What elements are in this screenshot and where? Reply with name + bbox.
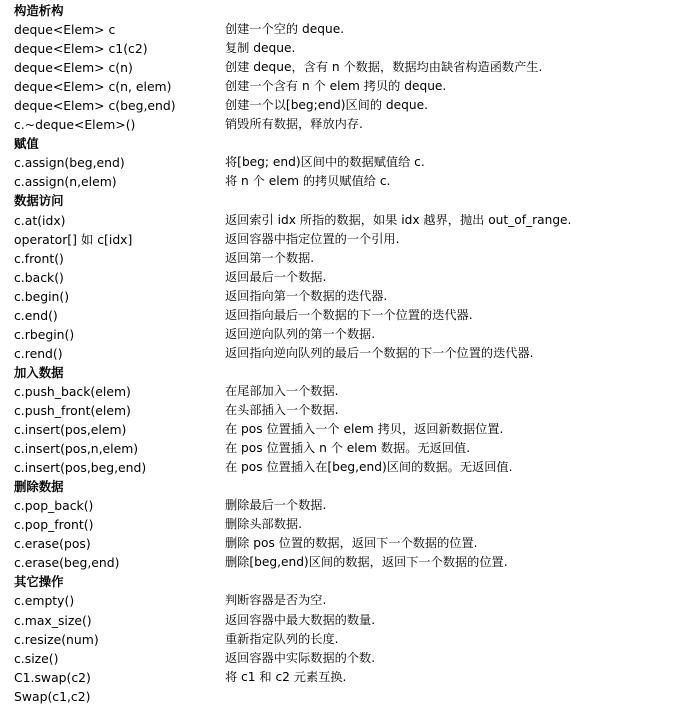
api-signature: c.rbegin(): [14, 326, 75, 342]
api-row: [0, 553, 695, 572]
api-row: [0, 382, 695, 401]
api-row: [0, 458, 695, 477]
section-heading: 构造析构: [14, 3, 64, 18]
api-description: 创建 deque，含有 n 个数据，数据均由缺省构造函数产生.: [225, 60, 543, 75]
api-description: 返回指向最后一个数据的下一个位置的迭代器.: [225, 307, 473, 322]
api-row: [0, 249, 695, 268]
api-signature: c.front(): [14, 250, 64, 266]
api-description: 返回最后一个数据.: [225, 269, 327, 284]
api-row: [0, 153, 695, 172]
api-description: 重新指定队列的长度.: [225, 631, 339, 646]
api-signature: c.insert(pos,n,elem): [14, 441, 139, 457]
section-heading: 其它操作: [14, 574, 64, 590]
api-row: [0, 630, 695, 649]
api-description: 将 c1 和 c2 元素互换.: [225, 669, 347, 684]
api-description: 创建一个含有 n 个 elem 拷贝的 deque.: [225, 79, 447, 94]
api-description: 删除头部数据.: [225, 517, 302, 532]
api-signature: deque<Elem> c1(c2): [14, 41, 148, 57]
api-row: [0, 420, 695, 439]
api-description: 将[beg; end)区间中的数据赋值给 c.: [225, 155, 425, 170]
api-row: [0, 611, 695, 630]
api-signature: c.erase(pos): [14, 536, 91, 552]
api-row: [0, 401, 695, 420]
api-description: 返回指向第一个数据的迭代器.: [225, 288, 388, 303]
api-signature: deque<Elem> c(beg,end): [14, 98, 176, 114]
api-row: [0, 439, 695, 458]
section-heading: 删除数据: [14, 479, 64, 495]
api-row: [0, 534, 695, 553]
api-signature: c.pop_front(): [14, 517, 94, 533]
api-description: 在头部插入一个数据.: [225, 402, 339, 417]
section-heading: 数据访问: [14, 193, 64, 209]
api-row: [0, 58, 695, 77]
api-signature: c.push_back(elem): [14, 383, 131, 399]
api-row: [0, 306, 695, 325]
api-row: [0, 591, 695, 610]
api-description: 判断容器是否为空.: [225, 593, 327, 608]
api-signature: c.~deque<Elem>(): [14, 117, 136, 133]
api-row: [0, 687, 695, 706]
api-signature: c.assign(beg,end): [14, 155, 125, 171]
api-description: 返回容器中最大数据的数量.: [225, 612, 376, 627]
api-description: 在 pos 位置插入一个 elem 拷贝，返回新数据位置.: [225, 422, 504, 437]
api-description: 在 pos 位置插入 n 个 elem 数据。无返回值.: [225, 441, 471, 456]
api-row: [0, 496, 695, 515]
api-description: 返回容器中实际数据的个数.: [225, 650, 376, 665]
api-description: 删除最后一个数据.: [225, 498, 327, 513]
api-signature: c.at(idx): [14, 212, 66, 228]
api-row: [0, 344, 695, 363]
api-signature: deque<Elem> c: [14, 22, 116, 38]
api-description: 返回指向逆向队列的最后一个数据的下一个位置的迭代器.: [225, 345, 534, 360]
api-signature: C1.swap(c2): [14, 669, 91, 685]
api-row: [0, 649, 695, 668]
api-description: 删除 pos 位置的数据，返回下一个数据的位置.: [225, 536, 478, 551]
api-row: [0, 115, 695, 134]
api-signature: c.insert(pos,elem): [14, 422, 127, 438]
api-description: 将 n 个 elem 的拷贝赋值给 c.: [225, 174, 391, 189]
api-signature: c.pop_back(): [14, 498, 94, 514]
api-description: 创建一个以[beg;end)区间的 deque.: [225, 98, 428, 113]
section-heading: 赋值: [14, 136, 39, 152]
api-signature: c.size(): [14, 650, 59, 666]
api-row: [0, 325, 695, 344]
api-signature: deque<Elem> c(n, elem): [14, 79, 172, 95]
api-signature: c.max_size(): [14, 612, 92, 628]
api-signature: Swap(c1,c2): [14, 688, 91, 704]
api-signature: c.begin(): [14, 288, 70, 304]
api-signature: c.empty(): [14, 593, 75, 609]
api-description: 返回容器中指定位置的一个引用.: [225, 231, 400, 246]
api-description: 在 pos 位置插入在[beg,end)区间的数据。无返回值.: [225, 460, 513, 475]
api-signature: c.end(): [14, 307, 58, 323]
api-description: 返回逆向队列的第一个数据.: [225, 326, 376, 341]
api-signature: c.assign(n,elem): [14, 174, 117, 190]
api-row: [0, 287, 695, 306]
api-signature: c.push_front(elem): [14, 402, 131, 418]
api-signature: c.resize(num): [14, 631, 99, 647]
api-signature: c.erase(beg,end): [14, 555, 120, 571]
api-row: [0, 77, 695, 96]
api-signature: c.insert(pos,beg,end): [14, 460, 147, 476]
api-description: 创建一个空的 deque.: [225, 22, 345, 37]
api-description: 返回第一个数据.: [225, 250, 315, 265]
api-signature: deque<Elem> c(n): [14, 60, 133, 76]
api-row: [0, 230, 695, 249]
api-row: [0, 515, 695, 534]
api-row: [0, 96, 695, 115]
api-signature: operator[] 如 c[idx]: [14, 231, 133, 247]
api-row: [0, 668, 695, 687]
api-row: [0, 172, 695, 191]
section-heading: 加入数据: [14, 364, 64, 380]
api-row: [0, 268, 695, 287]
api-description: 复制 deque.: [225, 41, 296, 56]
api-description: 销毁所有数据，释放内存.: [225, 117, 363, 132]
api-signature: c.rend(): [14, 345, 63, 361]
api-description: 返回索引 idx 所指的数据，如果 idx 越界，抛出 out_of_range.: [225, 212, 572, 227]
api-row: [0, 39, 695, 58]
api-row: [0, 20, 695, 39]
api-signature: c.back(): [14, 269, 64, 285]
api-row: [0, 211, 695, 230]
api-description: 在尾部加入一个数据.: [225, 383, 339, 398]
api-description: 删除[beg,end)区间的数据，返回下一个数据的位置.: [225, 555, 508, 570]
